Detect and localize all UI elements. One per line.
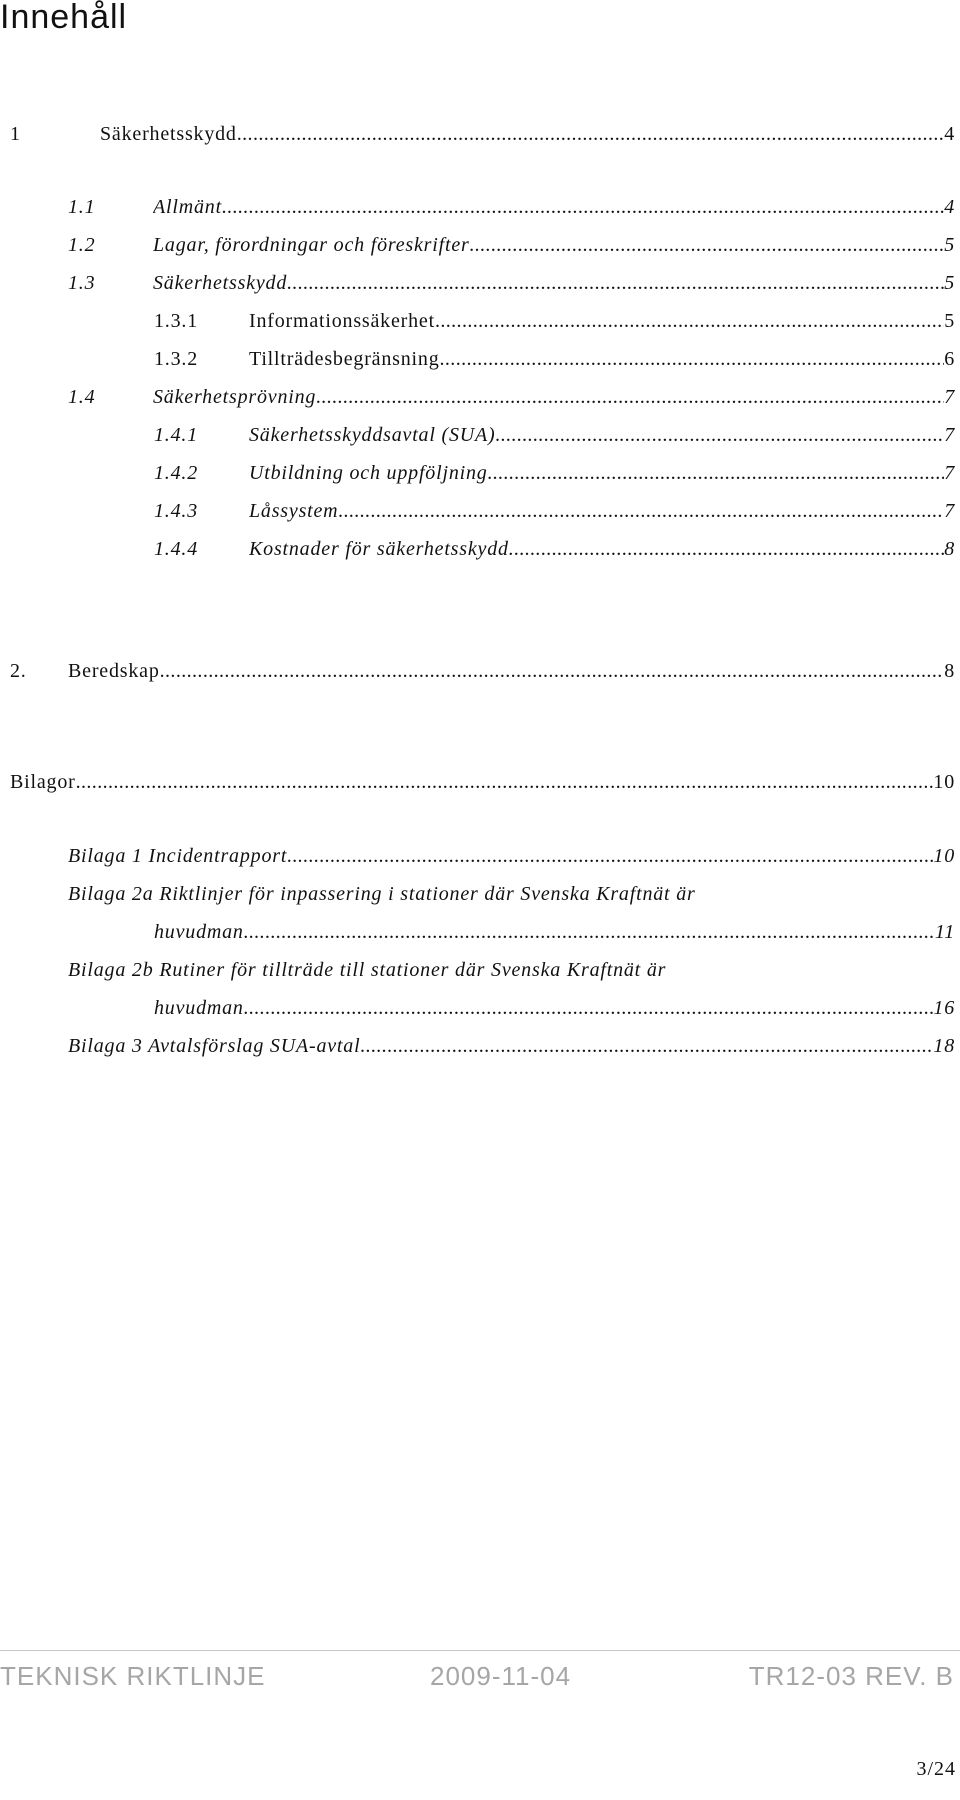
toc-entry-bilaga-1[interactable] [68, 841, 955, 871]
toc-leader-dots [360, 1031, 933, 1061]
toc-title: Säkerhetsskydd [100, 123, 237, 145]
toc-page-number: 8 [944, 660, 955, 682]
toc-leader-dots [509, 534, 944, 564]
toc-title: Bilagor [10, 771, 76, 793]
toc-number: 1 [10, 123, 21, 145]
footer-doc-id: TR12-03 REV. B [748, 1661, 954, 1691]
toc-entry-bilaga-2b-title[interactable]: Bilaga 2b Rutiner för tillträde till stationer där Svenska Kraftnät är [68, 959, 667, 981]
toc-page-number: 7 [944, 424, 955, 446]
toc-number: 1.4.3 [154, 500, 198, 522]
toc-page-number: 16 [933, 997, 955, 1019]
toc-entry-1-4-3[interactable] [154, 496, 955, 526]
toc-title: Säkerhetsprövning [153, 386, 317, 408]
toc-title: Informationssäkerhet [249, 310, 435, 332]
toc-page-number: 5 [944, 234, 955, 256]
toc-number: 1.3.2 [154, 348, 198, 370]
toc-page-number: 7 [944, 500, 955, 522]
toc-title: Tillträdesbegränsning [249, 348, 440, 370]
toc-page-number: 11 [934, 921, 955, 943]
toc-leader-dots [222, 192, 944, 222]
toc-number: 1.4.4 [154, 538, 198, 560]
toc-leader-dots [440, 344, 945, 374]
toc-page-number: 4 [944, 196, 955, 218]
toc-title: Säkerhetsskydd [153, 272, 288, 294]
page-number: 3/24 [916, 1758, 956, 1780]
toc-page-number: 10 [933, 845, 955, 867]
toc-leader-dots [470, 230, 945, 260]
toc-page-number: 4 [944, 123, 955, 145]
footer-date: 2009-11-04 [430, 1661, 572, 1691]
toc-entry-bilaga-2b[interactable] [154, 993, 955, 1023]
toc-leader-dots [237, 119, 944, 149]
toc-leader-dots [287, 841, 933, 871]
toc-page-number: 8 [944, 538, 955, 560]
toc-entry-1-4-1[interactable] [154, 420, 955, 450]
toc-leader-dots [244, 917, 935, 947]
footer-divider [0, 1650, 960, 1651]
toc-title-continued: huvudman [154, 997, 244, 1019]
toc-page-number: 7 [944, 386, 955, 408]
toc-title: Bilaga 3 Avtalsförslag SUA-avtal [68, 1035, 361, 1057]
toc-number: 1.3.1 [154, 310, 198, 332]
toc-leader-dots [160, 656, 945, 686]
toc-entry-1-1[interactable] [68, 192, 955, 222]
toc-title: Allmänt [153, 196, 222, 218]
toc-entry-bilaga-3[interactable] [68, 1031, 955, 1061]
toc-leader-dots [495, 420, 944, 450]
toc-number: 1.4.1 [154, 424, 198, 446]
toc-title: Beredskap [68, 660, 160, 682]
toc-leader-dots [76, 767, 934, 797]
toc-page-number: 10 [933, 771, 955, 793]
footer-doc-type: TEKNISK RIKTLINJE [0, 1661, 266, 1691]
toc-entry-bilaga-2a-title[interactable]: Bilaga 2a Riktlinjer för inpassering i stationer där Svenska Kraftnät är [68, 883, 696, 905]
toc-leader-dots [435, 306, 944, 336]
toc-entry-1-4-4[interactable] [154, 534, 955, 564]
toc-number: 1.3 [68, 272, 96, 294]
toc-title: Säkerhetsskyddsavtal (SUA) [249, 424, 496, 446]
toc-leader-dots [244, 993, 934, 1023]
toc-page-number: 6 [944, 348, 955, 370]
toc-title: Bilaga 1 Incidentrapport [68, 845, 288, 867]
toc-entry-1[interactable] [10, 119, 955, 149]
toc-title: Låssystem [249, 500, 339, 522]
page-title: Innehåll [0, 0, 128, 36]
toc-leader-dots [488, 458, 945, 488]
toc-title: Kostnader för säkerhetsskydd [249, 538, 509, 560]
toc-title: Lagar, förordningar och föreskrifter [153, 234, 470, 256]
toc-entry-bilaga-2a[interactable] [154, 917, 955, 947]
toc-page-number: 5 [944, 272, 955, 294]
toc-entry-bilagor[interactable] [10, 767, 955, 797]
toc-number: 2. [10, 660, 27, 682]
toc-number: 1.2 [68, 234, 96, 256]
toc-leader-dots [338, 496, 944, 526]
toc-title-continued: huvudman [154, 921, 244, 943]
toc-entry-1-3-1[interactable] [154, 306, 955, 336]
toc-entry-1-4-2[interactable] [154, 458, 955, 488]
toc-page-number: 18 [933, 1035, 955, 1057]
toc-title: Utbildning och uppföljning [249, 462, 488, 484]
toc-page-number: 7 [944, 462, 955, 484]
toc-entry-1-4[interactable] [68, 382, 955, 412]
toc-entry-1-3[interactable] [68, 268, 955, 298]
toc-leader-dots [287, 268, 944, 298]
toc-entry-2[interactable] [10, 656, 955, 686]
toc-entry-1-3-2[interactable] [154, 344, 955, 374]
toc-number: 1.1 [68, 196, 96, 218]
toc-entry-1-2[interactable] [68, 230, 955, 260]
toc-leader-dots [316, 382, 944, 412]
toc-number: 1.4 [68, 386, 96, 408]
toc-number: 1.4.2 [154, 462, 198, 484]
toc-page-number: 5 [944, 310, 955, 332]
